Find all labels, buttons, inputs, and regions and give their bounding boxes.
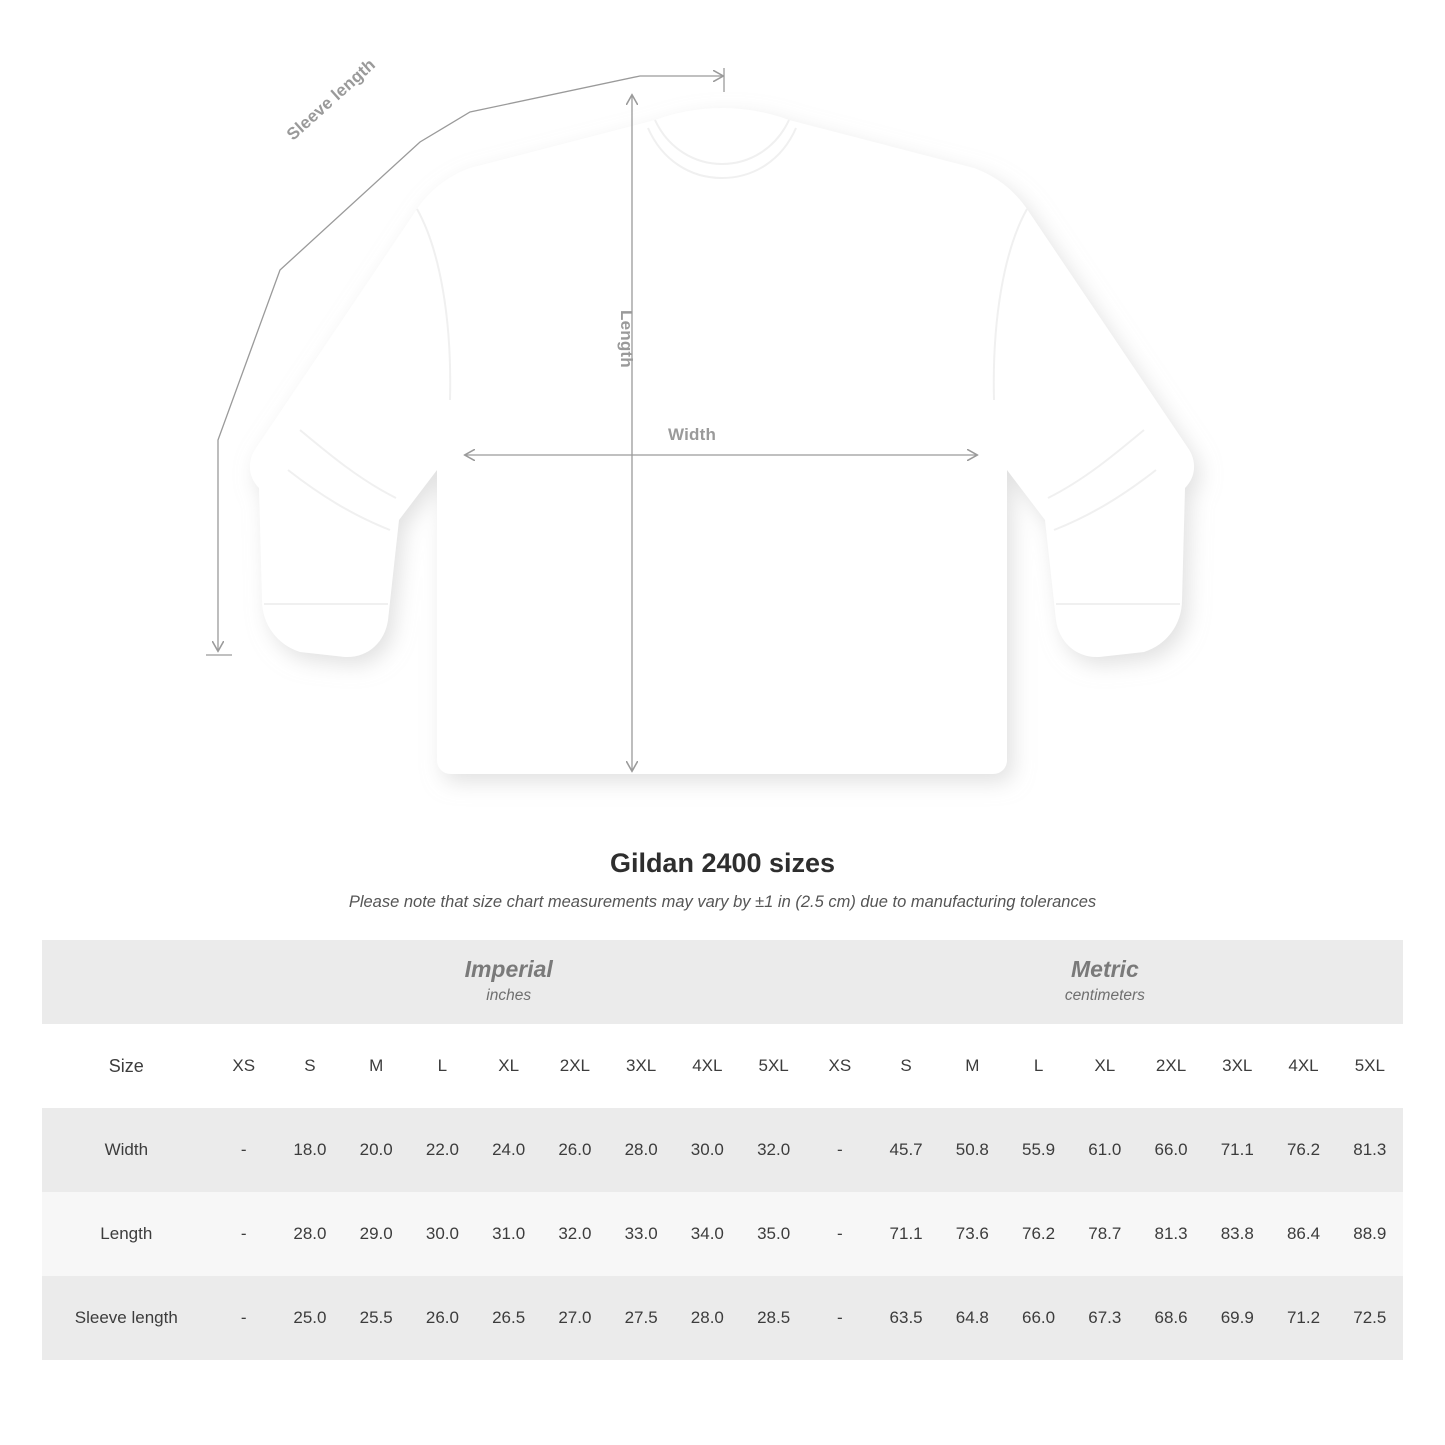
- table-cell: 67.3: [1072, 1276, 1138, 1360]
- table-cell: 27.0: [542, 1276, 608, 1360]
- table-cell: 28.0: [277, 1192, 343, 1276]
- size-header-cell: 2XL: [542, 1024, 608, 1108]
- table-cell: 30.0: [409, 1192, 475, 1276]
- table-cell: 24.0: [476, 1108, 542, 1192]
- table-cell: 71.1: [873, 1192, 939, 1276]
- size-header-cell: XL: [476, 1024, 542, 1108]
- row-label-length: Length: [42, 1192, 211, 1276]
- table-cell: 63.5: [873, 1276, 939, 1360]
- table-cell: 71.2: [1270, 1276, 1336, 1360]
- table-cell: 35.0: [740, 1192, 806, 1276]
- unit-header-row: [42, 940, 1403, 1024]
- table-cell: 50.8: [939, 1108, 1005, 1192]
- table-cell: 28.0: [608, 1108, 674, 1192]
- table-cell: 73.6: [939, 1192, 1005, 1276]
- unit-header-spacer: [42, 940, 211, 1024]
- size-header-cell: S: [277, 1024, 343, 1108]
- table-cell: 81.3: [1138, 1192, 1204, 1276]
- table-row: [42, 1276, 1403, 1360]
- table-cell: -: [211, 1108, 277, 1192]
- unit-sub-imperial: inches: [486, 986, 532, 1004]
- table-cell: -: [807, 1108, 873, 1192]
- table-cell: 33.0: [608, 1192, 674, 1276]
- table-cell: 28.5: [740, 1276, 806, 1360]
- unit-header-imperial: [211, 940, 807, 1024]
- table-cell: 25.0: [277, 1276, 343, 1360]
- table-cell: -: [807, 1276, 873, 1360]
- size-header-label: Size: [42, 1024, 211, 1108]
- size-header-cell: 4XL: [674, 1024, 740, 1108]
- size-header-cell: 5XL: [1337, 1024, 1403, 1108]
- table-cell: 86.4: [1270, 1192, 1336, 1276]
- table-cell: -: [211, 1276, 277, 1360]
- table-cell: 66.0: [1005, 1276, 1071, 1360]
- row-label-sleeve-length: Sleeve length: [42, 1276, 211, 1360]
- unit-sub-metric: centimeters: [1064, 986, 1145, 1004]
- size-header-cell: M: [939, 1024, 1005, 1108]
- size-header-cell: XS: [807, 1024, 873, 1108]
- table-row: [42, 1192, 1403, 1276]
- table-cell: -: [807, 1192, 873, 1276]
- width-dimension-label: Width: [668, 425, 717, 444]
- table-cell: 22.0: [409, 1108, 475, 1192]
- size-header-cell: 3XL: [608, 1024, 674, 1108]
- table-cell: 32.0: [740, 1108, 806, 1192]
- table-cell: 26.5: [476, 1276, 542, 1360]
- table-cell: 64.8: [939, 1276, 1005, 1360]
- table-cell: 18.0: [277, 1108, 343, 1192]
- table-cell: 28.0: [674, 1276, 740, 1360]
- table-cell: 26.0: [409, 1276, 475, 1360]
- table-cell: 68.6: [1138, 1276, 1204, 1360]
- table-cell: 81.3: [1337, 1108, 1403, 1192]
- length-dimension-label: Length: [617, 310, 636, 368]
- size-header-cell: M: [343, 1024, 409, 1108]
- size-chart-table: [42, 940, 1403, 1360]
- size-header-cell: 4XL: [1270, 1024, 1336, 1108]
- row-label-width: Width: [42, 1108, 211, 1192]
- unit-name-imperial: Imperial: [464, 956, 553, 983]
- size-header-cell: L: [409, 1024, 475, 1108]
- table-cell: 76.2: [1270, 1108, 1336, 1192]
- table-cell: 25.5: [343, 1276, 409, 1360]
- size-header-cell: XL: [1072, 1024, 1138, 1108]
- table-cell: 66.0: [1138, 1108, 1204, 1192]
- table-cell: 76.2: [1005, 1192, 1071, 1276]
- table-cell: 45.7: [873, 1108, 939, 1192]
- table-cell: 27.5: [608, 1276, 674, 1360]
- shirt-shape: [250, 108, 1194, 774]
- sleeve-length-dimension-label: Sleeve length: [283, 54, 380, 145]
- table-cell: 72.5: [1337, 1276, 1403, 1360]
- table-cell: 30.0: [674, 1108, 740, 1192]
- table-cell: 26.0: [542, 1108, 608, 1192]
- table-cell: 32.0: [542, 1192, 608, 1276]
- table-cell: 78.7: [1072, 1192, 1138, 1276]
- size-header-cell: XS: [211, 1024, 277, 1108]
- table-cell: 29.0: [343, 1192, 409, 1276]
- table-cell: 34.0: [674, 1192, 740, 1276]
- size-header-cell: 5XL: [740, 1024, 806, 1108]
- table-cell: 71.1: [1204, 1108, 1270, 1192]
- size-header-cell: L: [1005, 1024, 1071, 1108]
- table-cell: 69.9: [1204, 1276, 1270, 1360]
- chart-heading: [0, 848, 1445, 912]
- tolerance-note: Please note that size chart measurements may vary by ±1 in (2.5 cm) due to manufacturing tolerances: [348, 893, 1097, 911]
- page-title: Gildan 2400 sizes: [609, 848, 836, 878]
- table-cell: 61.0: [1072, 1108, 1138, 1192]
- size-header-cell: 2XL: [1138, 1024, 1204, 1108]
- table-row: [42, 1108, 1403, 1192]
- table-cell: 83.8: [1204, 1192, 1270, 1276]
- table-cell: 55.9: [1005, 1108, 1071, 1192]
- table-cell: -: [211, 1192, 277, 1276]
- table-cell: 31.0: [476, 1192, 542, 1276]
- table-cell: 20.0: [343, 1108, 409, 1192]
- unit-header-metric: [807, 940, 1403, 1024]
- size-chart-table-wrap: [42, 940, 1403, 1360]
- table-cell: 88.9: [1337, 1192, 1403, 1276]
- size-header-row: [42, 1024, 1403, 1108]
- size-header-cell: S: [873, 1024, 939, 1108]
- size-header-cell: 3XL: [1204, 1024, 1270, 1108]
- unit-name-metric: Metric: [1071, 956, 1139, 983]
